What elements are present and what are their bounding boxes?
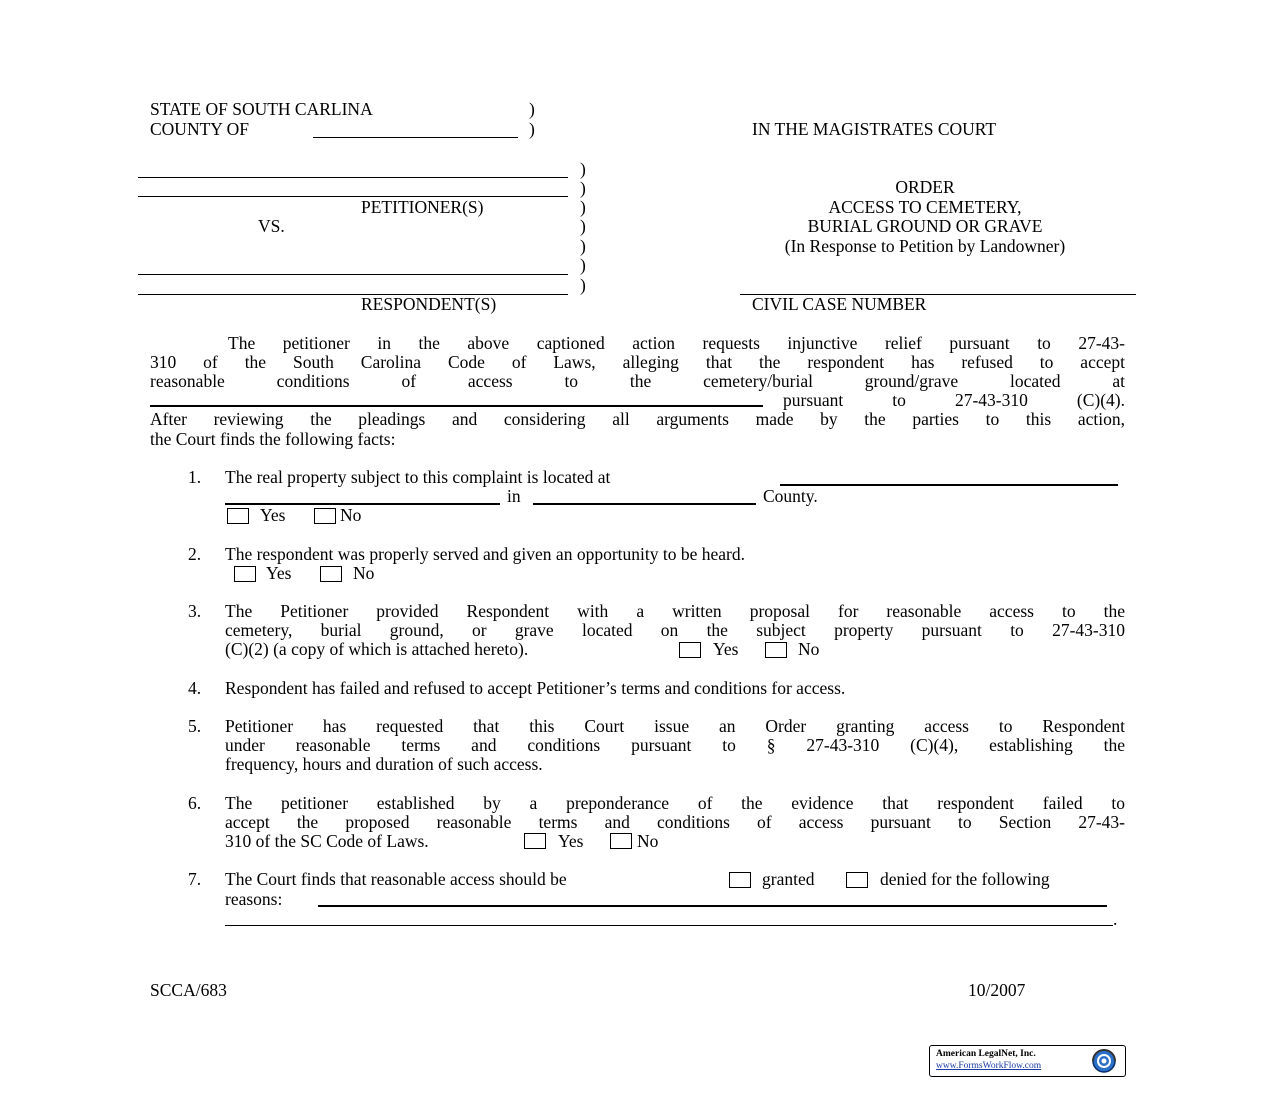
yes-label: Yes: [266, 563, 292, 583]
item-2-no-checkbox[interactable]: [320, 566, 342, 582]
caption-paren: ): [580, 197, 586, 217]
item-number: 5.: [188, 716, 202, 736]
case-number-label: CIVIL CASE NUMBER: [752, 294, 927, 314]
order-subtitle-1: ACCESS TO CEMETERY,: [828, 197, 1022, 217]
caption-paren: ): [580, 236, 586, 256]
granted-label: granted: [762, 869, 815, 889]
location-blank[interactable]: [150, 405, 763, 407]
item-2-yes-checkbox[interactable]: [234, 566, 256, 582]
intro-line-3: reasonable conditions of access to the cemetery/burial ground/grave located at: [150, 371, 1125, 391]
caption-paren: ): [529, 119, 535, 139]
caption-paren: ): [580, 275, 586, 295]
intro-line-5: After reviewing the pleadings and considering all arguments made by the parties to this action,: [150, 409, 1125, 429]
form-id: SCCA/683: [150, 980, 227, 1000]
item-1-yes-checkbox[interactable]: [227, 508, 249, 524]
reasons-period: .: [1113, 909, 1118, 929]
yes-label: Yes: [713, 639, 739, 659]
property-county-blank[interactable]: [533, 503, 756, 505]
item-number: 1.: [188, 467, 202, 487]
caption-paren: ): [580, 159, 586, 179]
yes-label: Yes: [558, 831, 584, 851]
item-4-text: Respondent has failed and refused to accept Petitioner’s terms and conditions for access.: [225, 678, 846, 698]
item-6-line-3: 310 of the SC Code of Laws.: [225, 831, 429, 851]
item-6-yes-checkbox[interactable]: [524, 833, 546, 849]
petitioner-blank-1[interactable]: [138, 177, 568, 178]
item-number: 4.: [188, 678, 202, 698]
order-subtitle-3: (In Response to Petition by Landowner): [784, 236, 1066, 256]
item-number: 3.: [188, 601, 202, 621]
item-1-text: The real property subject to this complaint is located at: [225, 467, 611, 487]
item-3-no-checkbox[interactable]: [765, 642, 787, 658]
respondent-blank-2[interactable]: [138, 294, 568, 295]
no-label: No: [798, 639, 820, 659]
vs-label: VS.: [258, 216, 285, 236]
item-5-line-2: under reasonable terms and conditions pursuant to § 27-43-310 (C)(4), establishing the: [225, 735, 1125, 755]
intro-line-6: the Court finds the following facts:: [150, 429, 396, 449]
caption-paren: ): [580, 216, 586, 236]
denied-checkbox[interactable]: [846, 872, 868, 888]
item-3-yes-checkbox[interactable]: [679, 642, 701, 658]
item-6-line-2: accept the proposed reasonable terms and conditions of access pursuant to Section 27-43-: [225, 812, 1125, 832]
item-2-text: The respondent was properly served and given an opportunity to be heard.: [225, 544, 745, 564]
globe-icon: [1087, 1048, 1121, 1074]
item-6-no-checkbox[interactable]: [610, 833, 632, 849]
respondent-blank-1[interactable]: [138, 274, 568, 275]
item-5-line-1: Petitioner has requested that this Court issue an Order granting access to Respondent: [225, 716, 1125, 736]
petitioners-label: PETITIONER(S): [361, 197, 484, 217]
court-name: IN THE MAGISTRATES COURT: [752, 119, 997, 139]
intro-line-1: The petitioner in the above captioned action requests injunctive relief pursuant to 27-43-: [228, 333, 1125, 353]
intro-line-4: pursuant to 27-43-310 (C)(4).: [783, 390, 1125, 410]
form-date: 10/2007: [968, 980, 1026, 1000]
item-number: 2.: [188, 544, 202, 564]
legalnet-logo[interactable]: [929, 1045, 1126, 1077]
reasons-blank-1[interactable]: [318, 905, 1107, 907]
no-label: No: [340, 505, 362, 525]
item-number: 6.: [188, 793, 202, 813]
state-label: STATE OF SOUTH CARLINA: [150, 99, 373, 119]
reasons-label: reasons:: [225, 889, 283, 909]
property-location-blank-1[interactable]: [780, 484, 1118, 486]
item-5-line-3: frequency, hours and duration of such access.: [225, 754, 543, 774]
county-label: COUNTY OF: [150, 119, 250, 139]
caption-paren: ): [529, 99, 535, 119]
caption-paren: ): [580, 255, 586, 275]
logo-url[interactable]: www.FormsWorkFlow.com: [936, 1061, 1042, 1071]
item-3-line-1: The Petitioner provided Respondent with a written proposal for reasonable access to the: [225, 601, 1125, 621]
item-1-no-checkbox[interactable]: [314, 508, 336, 524]
no-label: No: [353, 563, 375, 583]
item-1-county: County.: [763, 486, 818, 506]
reasons-blank-2[interactable]: [225, 925, 1113, 926]
order-subtitle-2: BURIAL GROUND OR GRAVE: [807, 216, 1043, 236]
no-label: No: [637, 831, 659, 851]
petitioner-blank-2[interactable]: [138, 196, 568, 197]
logo-company-name: American LegalNet, Inc.: [936, 1049, 1036, 1059]
order-title: ORDER: [895, 177, 955, 197]
item-3-line-3: (C)(2) (a copy of which is attached hereto).: [225, 639, 529, 659]
county-blank[interactable]: [313, 137, 518, 138]
respondents-label: RESPONDENT(S): [361, 294, 497, 314]
item-number: 7.: [188, 869, 202, 889]
intro-line-2: 310 of the South Carolina Code of Laws, alleging that the respondent has refused to accept: [150, 352, 1125, 372]
granted-checkbox[interactable]: [729, 872, 751, 888]
caption-paren: ): [580, 178, 586, 198]
item-7-text: The Court finds that reasonable access should be: [225, 869, 567, 889]
denied-label: denied for the following: [880, 869, 1050, 889]
item-1-in: in: [507, 486, 521, 506]
yes-label: Yes: [260, 505, 286, 525]
item-3-line-2: cemetery, burial ground, or grave located on the subject property pursuant to 27-43-310: [225, 620, 1125, 640]
item-6-line-1: The petitioner established by a preponderance of the evidence that respondent failed to: [225, 793, 1125, 813]
